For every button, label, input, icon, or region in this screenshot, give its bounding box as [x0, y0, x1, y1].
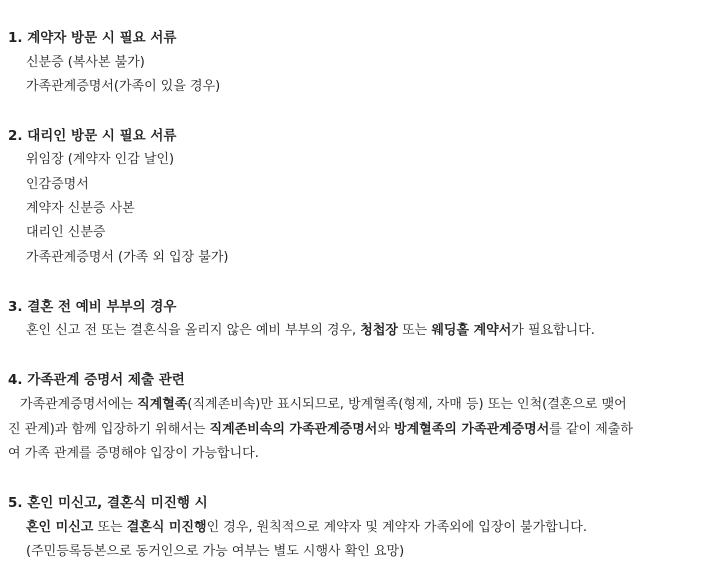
section-1-heading: 1. 계약자 방문 시 필요 서류 — [8, 30, 177, 46]
section-1-item-1: 신분증 (복사본 불가) — [26, 55, 145, 70]
section-2-item-3: 계약자 신분증 사본 — [26, 201, 135, 216]
section-4-line-1: 가족관계증명서에는 직계혈족(직계존비속)만 표시되므로, 방계혈족(형제, 자매 등) 또는 인척(결혼으로 맺어 — [20, 397, 627, 412]
section-2-item-1: 위임장 (계약자 인감 날인) — [26, 152, 175, 167]
section-3-heading: 3. 결혼 전 예비 부부의 경우 — [8, 299, 177, 315]
section-1-item-2: 가족관계증명서(가족이 있을 경우) — [26, 79, 221, 94]
section-4-line-2: 진 관계)과 함께 입장하기 위해서는 직계존비속의 가족관계증명서와 방계혈족의 가족관계증명서를 같이 제출하 — [8, 422, 633, 437]
section-2-heading: 2. 대리인 방문 시 필요 서류 — [8, 128, 177, 144]
section-5-line-2: (주민등록등본으로 동거인으로 가능 여부는 별도 시행사 확인 요망) — [26, 544, 405, 559]
section-2-item-5: 가족관계증명서 (가족 외 입장 불가) — [26, 250, 229, 265]
section-2-item-2: 인감증명서 — [26, 177, 89, 192]
section-2-item-4: 대리인 신분증 — [26, 225, 106, 240]
section-3-text: 혼인 신고 전 또는 결혼식을 올리지 않은 예비 부부의 경우, 청첩장 또는 웨딩홀 계약서가 필요합니다. — [26, 323, 595, 338]
section-5-line-1: 혼인 미신고 또는 결혼식 미진행인 경우, 원칙적으로 계약자 및 계약자 가족외에 입장이 불가합니다. — [26, 520, 587, 535]
section-5-heading: 5. 혼인 미신고, 결혼식 미진행 시 — [8, 495, 208, 511]
section-4-heading: 4. 가족관계 증명서 제출 관련 — [8, 372, 185, 388]
section-4-line-3: 여 가족 관계를 증명해야 입장이 가능합니다. — [8, 446, 259, 461]
